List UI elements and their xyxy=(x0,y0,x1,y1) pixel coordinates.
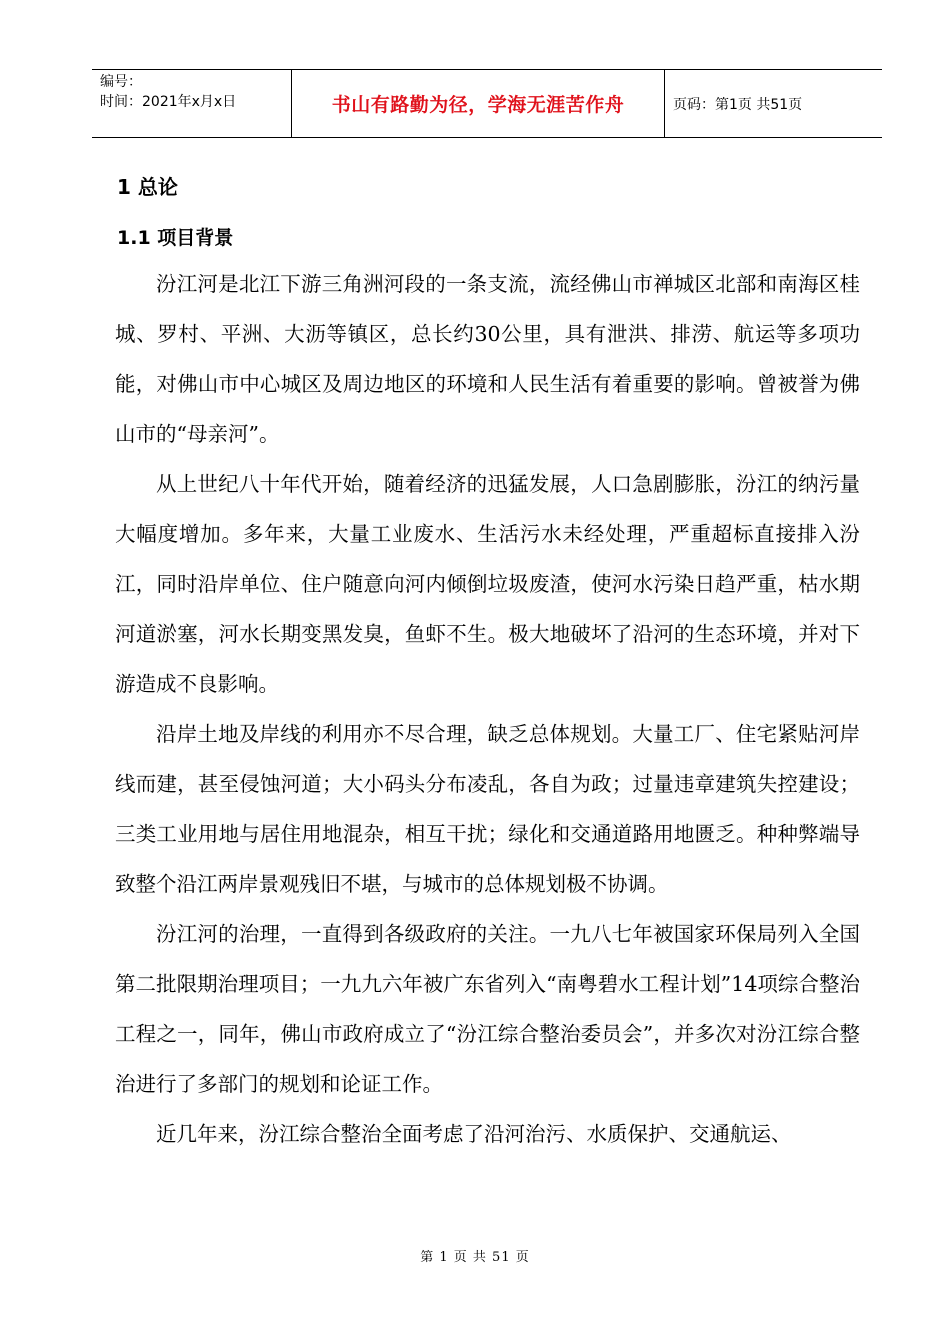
paragraph-5: 近几年来，汾江综合整治全面考虑了沿河治污、水质保护、交通航运、 xyxy=(156,1122,792,1146)
page-header xyxy=(92,69,882,138)
time-label: 时间：2021年x月x日 xyxy=(100,94,237,110)
subsection-heading: 1.1 项目背景 xyxy=(117,227,234,249)
paragraph-1: 汾江河是北江下游三角洲河段的一条支流，流经佛山市禅城区北部和南海区桂城、罗村、平洲、大沥等镇区，总长约30公里，具有泄洪、排涝、航运等多项功能，对佛山市中心城区及周边地区的环境和人民生活有着重要的影响。曾被誉为佛山市的“母亲河”。 xyxy=(115,272,860,446)
page-footer: 第 1 页 共 51 页 xyxy=(420,1250,530,1265)
number-label: 编号： xyxy=(100,74,142,90)
page-code: 页码：第1页 共51页 xyxy=(673,96,803,113)
header-meta-cell xyxy=(92,70,292,137)
section-heading: 1 总论 xyxy=(117,175,178,199)
header-motto-cell xyxy=(292,70,665,137)
paragraph-4: 汾江河的治理，一直得到各级政府的关注。一九八七年被国家环保局列入全国第二批限期治理项目；一九九六年被广东省列入“南粤碧水工程计划”14项综合整治工程之一，同年，佛山市政府成立了“汾江综合整治委员会”，并多次对汾江综合整治进行了多部门的规划和论证工作。 xyxy=(115,922,860,1096)
motto-text: 书山有路勤为径，学海无涯苦作舟 xyxy=(331,94,625,116)
paragraph-3: 沿岸土地及岸线的利用亦不尽合理，缺乏总体规划。大量工厂、住宅紧贴河岸线而建，甚至侵蚀河道；大小码头分布凌乱，各自为政；过量违章建筑失控建设；三类工业用地与居住用地混杂，相互干扰；绿化和交通道路用地匮乏。种种弊端导致整个沿江两岸景观残旧不堪，与城市的总体规划极不协调。 xyxy=(115,722,860,896)
body-text xyxy=(115,259,860,1159)
paragraph-2: 从上世纪八十年代开始，随着经济的迅猛发展，人口急剧膨胀，汾江的纳污量大幅度增加。多年来，大量工业废水、生活污水未经处理，严重超标直接排入汾江，同时沿岸单位、住户随意向河内倾倒垃圾废渣，使河水污染日趋严重，枯水期河道淤塞，河水长期变黑发臭，鱼虾不生。极大地破坏了沿河的生态环境，并对下游造成不良影响。 xyxy=(115,472,860,696)
header-page-cell xyxy=(665,70,882,137)
